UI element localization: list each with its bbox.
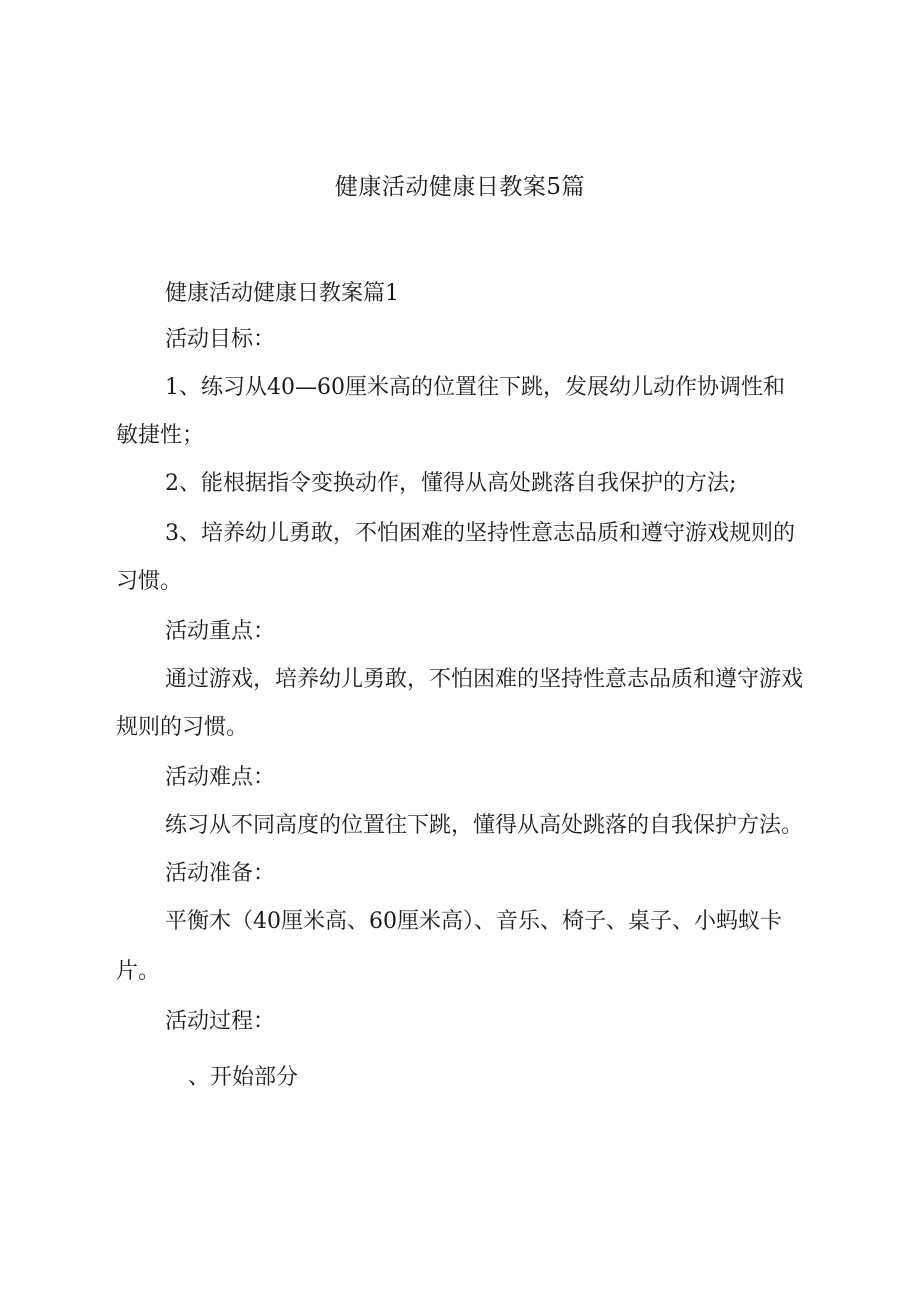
section-heading: 健康活动健康日教案篇1 [165,281,399,306]
goal-3-line-2: 习惯。 [116,569,183,594]
document-title: 健康活动健康日教案5篇 [334,174,586,200]
process-step-start: 、开始部分 [188,1065,299,1090]
label-process: 活动过程： [165,1009,276,1034]
label-activity-goals: 活动目标： [165,327,276,352]
goal-1-line-1: 1、练习从40—60厘米高的位置往下跳，发展幼儿动作协调性和 [165,375,785,400]
key-point-line-2: 规则的习惯。 [116,715,249,740]
goal-2: 2、能根据指令变换动作，懂得从高处跳落自我保护的方法; [165,471,737,496]
label-key-point: 活动重点： [165,619,276,644]
goal-1-line-2: 敏捷性； [116,423,205,448]
goal-3-line-1: 3、培养幼儿勇敢，不怕困难的坚持性意志品质和遵守游戏规则的 [165,521,795,546]
difficulty-text: 练习从不同高度的位置往下跳，懂得从高处跳落的自我保护方法。 [165,813,804,838]
label-difficulty: 活动难点： [165,765,276,790]
preparation-line-2: 片。 [116,959,161,984]
label-preparation: 活动准备： [165,861,276,886]
key-point-line-1: 通过游戏，培养幼儿勇敢，不怕困难的坚持性意志品质和遵守游戏 [165,667,804,692]
preparation-line-1: 平衡木（40厘米高、60厘米高）、音乐、椅子、桌子、小蚂蚁卡 [165,909,782,934]
